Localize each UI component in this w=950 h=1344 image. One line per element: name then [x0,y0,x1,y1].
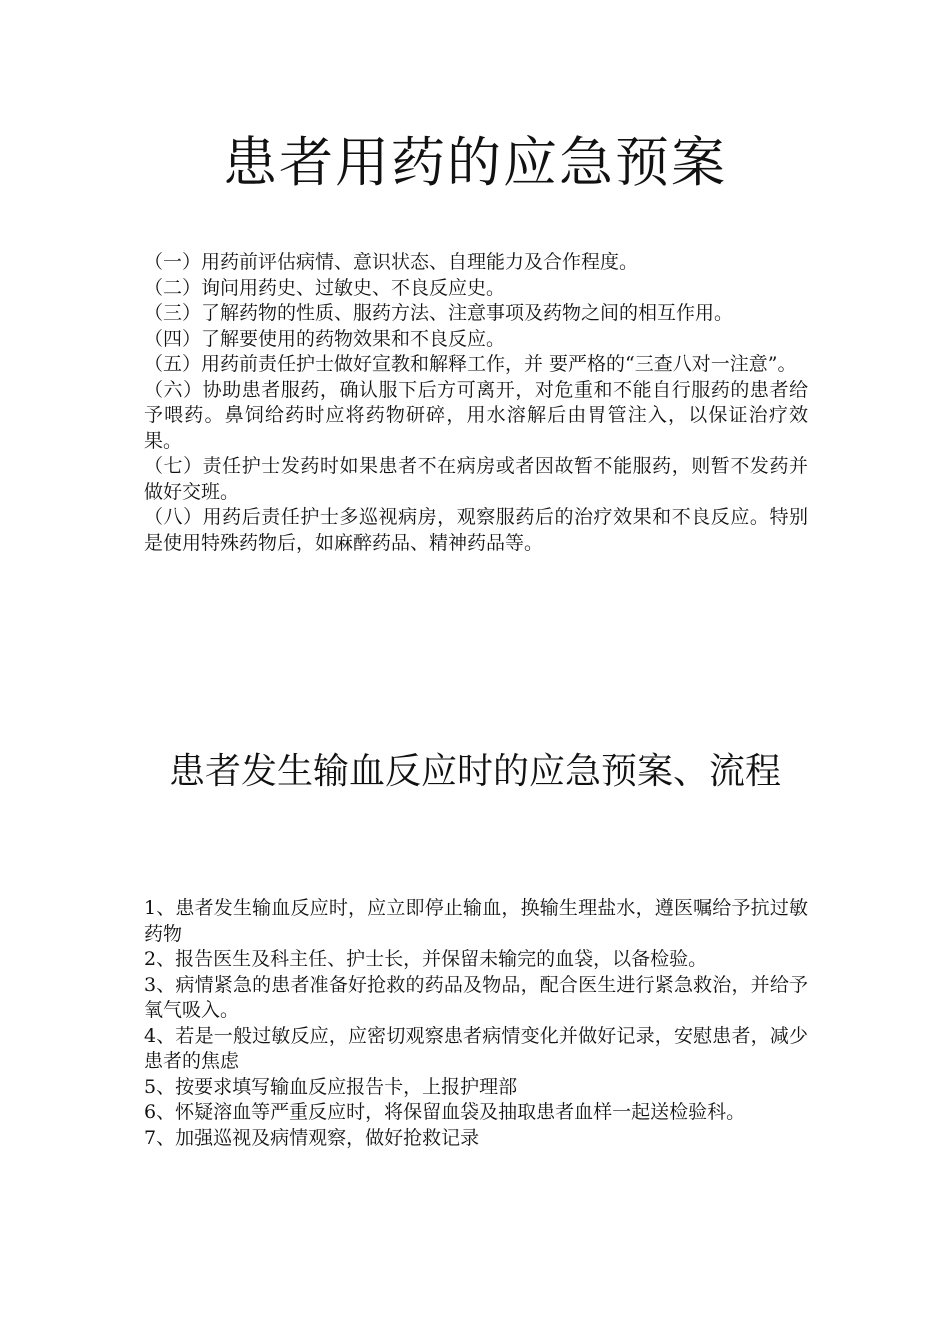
transfusion-plan-item-4: 4、若是一般过敏反应，应密切观察患者病情变化并做好记录，安慰患者，减少患者的焦虑 [144,1024,808,1072]
medication-plan-item-2: （二）询问用药史、过敏史、不良反应史。 [144,276,506,299]
transfusion-plan-item-7: 7、加强巡视及病情观察，做好抢救记录 [144,1126,480,1149]
medication-plan-item-1: （一）用药前评估病情、意识状态、自理能力及合作程度。 [144,251,639,273]
medication-plan-item-6: （六）协助患者服药，确认服下后方可离开，对危重和不能自行服药的患者给予喂药。鼻饲给药时应将药物研碎，用水溶解后由胃管注入，以保证治疗效果。 [144,378,808,452]
medication-plan-item-8: （八）用药后责任护士多巡视病房，观察服药后的治疗效果和不良反应。特别是使用特殊药物后，如麻醉药品、精神药品等。 [144,506,808,554]
transfusion-reaction-plan-title: 患者发生输血反应时的应急预案、流程 [168,751,781,792]
transfusion-plan-item-6: 6、怀疑溶血等严重反应时，将保留血袋及抽取患者血样一起送检验科。 [144,1101,746,1123]
transfusion-plan-list [144,896,808,1151]
medication-plan-item-7: （七）责任护士发药时如果患者不在病房或者因故暂不能服药，则暂不发药并做好交班。 [144,455,808,503]
transfusion-plan-item-3: 3、病情紧急的患者准备好抢救的药品及物品，配合医生进行紧急救治，并给予氧气吸入。 [144,973,808,1021]
medication-emergency-plan-title: 患者用药的应急预案 [223,131,727,194]
medication-plan-item-3: （三）了解药物的性质、服药方法、注意事项及药物之间的相互作用。 [144,302,734,324]
medication-plan-item-5: （五）用药前责任护士做好宣教和解释工作，并 要严格的“三查八对一注意”。 [144,353,797,375]
medication-plan-list [144,250,808,556]
transfusion-plan-item-5: 5、按要求填写输血反应报告卡，上报护理部 [144,1075,518,1098]
medication-plan-item-4: （四）了解要使用的药物效果和不良反应。 [144,327,506,350]
transfusion-plan-item-1: 1、患者发生输血反应时，应立即停止输血，换输生理盐水，遵医嘱给予抗过敏药物 [144,897,808,945]
transfusion-plan-item-2: 2、报告医生及科主任、护士长，并保留未输完的血袋，以备检验。 [144,948,708,970]
